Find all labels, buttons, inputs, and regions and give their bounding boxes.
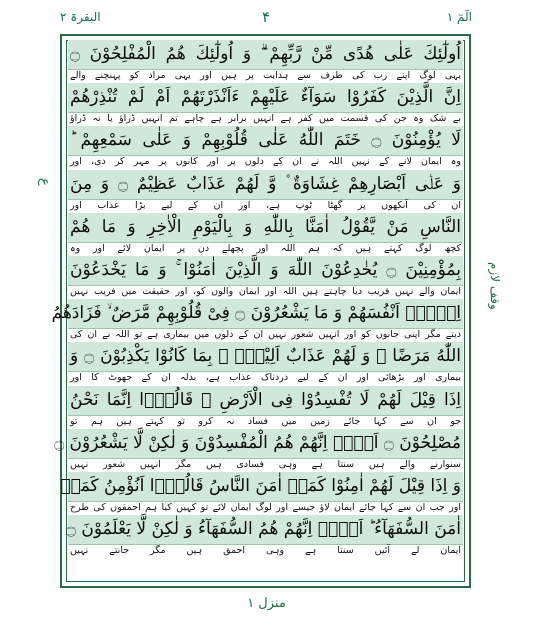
surah-name-label: البقرۃ ۲ bbox=[60, 10, 101, 24]
page-number: ۴ bbox=[261, 8, 271, 26]
verse-row bbox=[68, 126, 463, 169]
verse-row bbox=[68, 213, 463, 256]
arabic-verse-line: بِمُؤْمِنِیْنَ ۝ یُخٰدِعُوْنَ اللّٰهَ وَ الَّذِیْنَ اٰمَنُوْا ۚ وَ مَا یَخْدَعُوْنَ bbox=[68, 256, 463, 286]
arabic-verse-line: اِنَّ الَّذِیْنَ كَفَرُوْا سَوَآءٌ عَلَیْهِمْ ءَاَنْذَرْتَهُمْ اَمْ لَمْ تُنْذِرْهُمْ bbox=[68, 83, 463, 113]
verse-row bbox=[68, 83, 463, 126]
arabic-verse-line: مُصْلِحُوْنَ ۝ اَلَاۤ اِنَّهُمْ هُمُ الْمُفْسِدُوْنَ وَ لٰكِنْ لَّا یَشْعُرُوْنَ ۝ bbox=[68, 429, 463, 459]
urdu-translation-line: کچھ لوگ کہتے ہیں کہ ہم اللہ اور پچھلے دن پر ایمان لائے اور وہ bbox=[70, 242, 461, 254]
waqf-marker: وقف لازم bbox=[488, 262, 502, 310]
urdu-translation-line: دیتے مگر اپنی جانوں کو اور انہیں شعور نہیں ان کے دلوں میں بیماری ہے تو اللہ نے ان کی bbox=[70, 329, 461, 341]
arabic-verse-line: وَ اِذَا قِیْلَ لَهُمْ اٰمِنُوْا كَمَاۤ اٰمَنَ النَّاسُ قَالُوْۤا اَنُؤْمِنُ كَمَاۤ bbox=[68, 472, 463, 502]
arabic-verse-line: وَ عَلٰۤی اَبْصَارِهِمْ غِشَاوَةٌ ۫ وَّ لَهُمْ عَذَابٌ عَظِیْمٌ ۝ وَ مِنَ bbox=[68, 170, 463, 200]
urdu-translation-line: ایمان لے آئیں سنتا ہے وہی احمق ہیں مگر جانتے نہیں bbox=[70, 545, 461, 557]
urdu-translation-line: ان کی آنکھوں پر گھٹا ٹوپ ہے، اور ان کے لیے بڑا عذاب اور bbox=[70, 199, 461, 211]
urdu-translation-line: یہی لوگ اپنے رب کی طرف سے ہدایت پر ہیں اور یہی مراد کو پہنچنے والے bbox=[70, 70, 461, 81]
ruku-marker: ع bbox=[37, 178, 52, 186]
manzil-footer: منزل ۱ bbox=[247, 596, 286, 611]
urdu-translation-line: وہ ایمان لانے کے نہیں اللہ نے ان کے دلوں پر اور کانوں پر مہر کر دی، اور bbox=[70, 156, 461, 168]
urdu-translation-line: ایمان والے نہیں فریب دیا چاہتے ہیں اللہ اور ایمان والوں کو، اور حقیقت میں فریب نہیں bbox=[70, 285, 461, 297]
urdu-translation-line: بیماری اور بڑھائی اور ان کے لیے دردناک عذاب ہے، بدلہ ان کے جھوٹ کا اور bbox=[70, 372, 461, 384]
arabic-verse-line: لَا یُؤْمِنُوْنَ ۝ خَتَمَ اللّٰهُ عَلٰی قُلُوْبِهِمْ وَ عَلٰی سَمْعِهِمْ ؕ bbox=[68, 126, 463, 156]
urdu-translation-line: بے شک وہ جن کی قسمت میں کفر ہے انہیں برابر ہے چاہے تم انہیں ڈراؤ یا نہ ڈراؤ bbox=[70, 113, 461, 125]
verse-row bbox=[68, 256, 463, 299]
verse-row bbox=[65, 515, 463, 558]
urdu-translation-line: جو ان سے کہا جائے زمین میں فساد نہ کرو تو کہتے ہیں ہم تو bbox=[70, 415, 461, 427]
verse-row bbox=[54, 429, 463, 472]
verse-row bbox=[68, 40, 463, 83]
page-frame bbox=[51, 34, 471, 588]
verse-lines bbox=[51, 40, 463, 582]
urdu-translation-line: اور جب ان سے کہا جائے ایمان لاؤ جیسے اور لوگ ایمان لائے تو کہیں کیا ہم احمقوں کی طرح bbox=[70, 501, 461, 513]
arabic-verse-line: اِذَا قِیْلَ لَهُمْ لَا تُفْسِدُوْا فِی الْاَرْضِ ۙ قَالُوْۤا اِنَّمَا نَحْنُ bbox=[68, 386, 463, 416]
verse-row bbox=[68, 342, 463, 385]
verse-row bbox=[51, 299, 463, 342]
verse-row bbox=[60, 472, 463, 515]
arabic-verse-line: اُولٰٓئِكَ عَلٰی هُدًی مِّنْ رَّبِّهِمْ ۗ وَ اُولٰٓئِكَ هُمُ الْمُفْلِحُوْنَ ۝ bbox=[68, 40, 463, 70]
page-header bbox=[60, 6, 472, 34]
para-name-label: الٓمٓ ۱ bbox=[446, 10, 472, 24]
arabic-verse-line: اِلَّاۤ اَنْفُسَهُمْ وَ مَا یَشْعُرُوْنَ ۝ فِیْ قُلُوْبِهِمْ مَّرَضٌ ۙ فَزَادَهُمُ bbox=[68, 299, 463, 329]
verse-row bbox=[68, 170, 463, 213]
verse-row bbox=[68, 386, 463, 429]
arabic-verse-line: اللّٰهُ مَرَضًا ۚ وَ لَهُمْ عَذَابٌ اَلِیْمٌۢ ۙ بِمَا كَانُوْا یَكْذِبُوْنَ ۝ وَ bbox=[68, 342, 463, 372]
arabic-verse-line: النَّاسِ مَنْ یَّقُوْلُ اٰمَنَّا بِاللّٰهِ وَ بِالْیَوْمِ الْاٰخِرِ وَ مَا هُمْ bbox=[68, 213, 463, 243]
urdu-translation-line: سنوارنے والے ہیں سنتا ہے وہی فسادی ہیں مگر انہیں شعور نہیں bbox=[70, 458, 461, 470]
arabic-verse-line: اٰمَنَ السُّفَهَآءُ ؕ اَلَاۤ اِنَّهُمْ هُمُ السُّفَهَآءُ وَ لٰكِنْ لَّا یَعْلَمُوْنَ ۝ bbox=[68, 515, 463, 545]
